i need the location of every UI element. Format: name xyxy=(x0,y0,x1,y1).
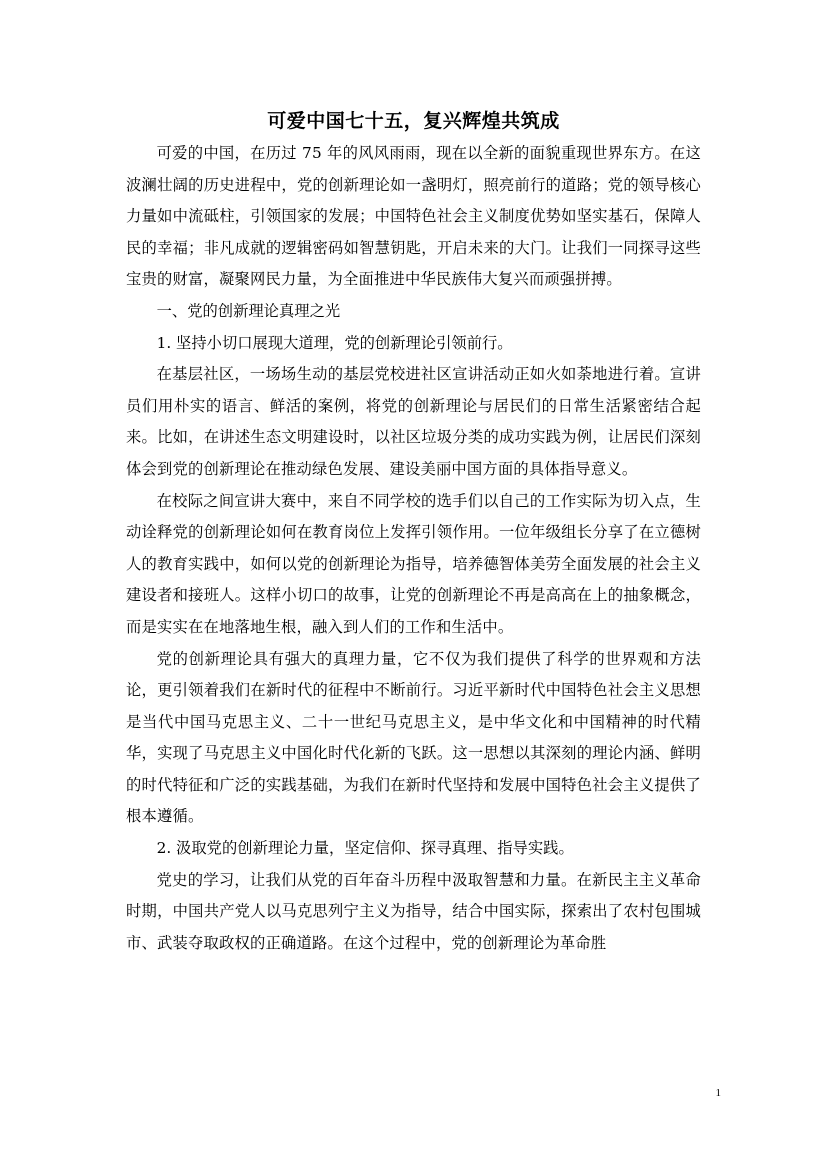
document-title: 可爱中国七十五，复兴辉煌共筑成 xyxy=(267,110,560,132)
page-number: 1 xyxy=(715,1087,721,1099)
section-heading-1: 一、党的创新理论真理之光 xyxy=(156,301,341,320)
document-body xyxy=(126,106,701,959)
paragraph-community-lectures: 在基层社区，一场场生动的基层党校进社区宣讲活动正如火如荼地进行着。宣讲员们用朴实的语言、鲜活的案例，将党的创新理论与居民们的日常生活紧密结合起来。比如，在讲述生态文明建设时，以社区垃圾分类的成功实践为例，让居民们深刻体会到党的创新理论在推动绿色发展、建设美丽中国方面的具体指导意义。 xyxy=(126,365,701,478)
intro-paragraph: 可爱的中国，在历过 75 年的风风雨雨，现在以全新的面貌重现世界东方。在这波澜壮阔的历史进程中，党的创新理论如一盏明灯，照亮前行的道路；党的领导核心力量如中流砥柱，引领国家的发展；中国特色社会主义制度优势如坚实基石，保障人民的幸福；非凡成就的逻辑密码如智慧钥匙，开启未来的大门。让我们一同探寻这些宝贵的财富，凝聚网民力量，为全面推进中华民族伟大复兴而顽强拼搏。 xyxy=(126,144,701,289)
paragraph-party-history: 党史的学习，让我们从党的百年奋斗历程中汲取智慧和力量。在新民主主义革命时期，中国共产党人以马克思列宁主义为指导，结合中国实际，探索出了农村包围城市、武装夺取政权的正确道路。在这个过程中，党的创新理论为革命胜 xyxy=(126,870,701,952)
paragraph-theory-power: 党的创新理论具有强大的真理力量，它不仅为我们提供了科学的世界观和方法论，更引领着我们在新时代的征程中不断前行。习近平新时代中国特色社会主义思想是当代中国马克思主义、二十一世纪马克思主义，是中华文化和中国精神的时代精华，实现了马克思主义中国化时代化新的飞跃。这一思想以其深刻的理论内涵、鲜明的时代特征和广泛的实践基础，为我们在新时代坚持和发展中国特色社会主义提供了根本遵循。 xyxy=(126,649,701,826)
paragraph-school-contest: 在校际之间宣讲大赛中，来自不同学校的选手们以自己的工作实际为切入点，生动诠释党的创新理论如何在教育岗位上发挥引领作用。一位年级组长分享了在立德树人的教育实践中，如何以党的创新理论为指导，培养德智体美劳全面发展的社会主义建设者和接班人。这样小切口的故事，让党的创新理论不再是高高在上的抽象概念，而是实实在在地落地生根，融入到人们的工作和生活中。 xyxy=(126,491,701,636)
subsection-heading-2: 2. 汲取党的创新理论力量，坚定信仰、探寻真理、指导实践。 xyxy=(156,839,574,858)
subsection-heading-1: 1. 坚持小切口展现大道理，党的创新理论引领前行。 xyxy=(156,333,513,352)
